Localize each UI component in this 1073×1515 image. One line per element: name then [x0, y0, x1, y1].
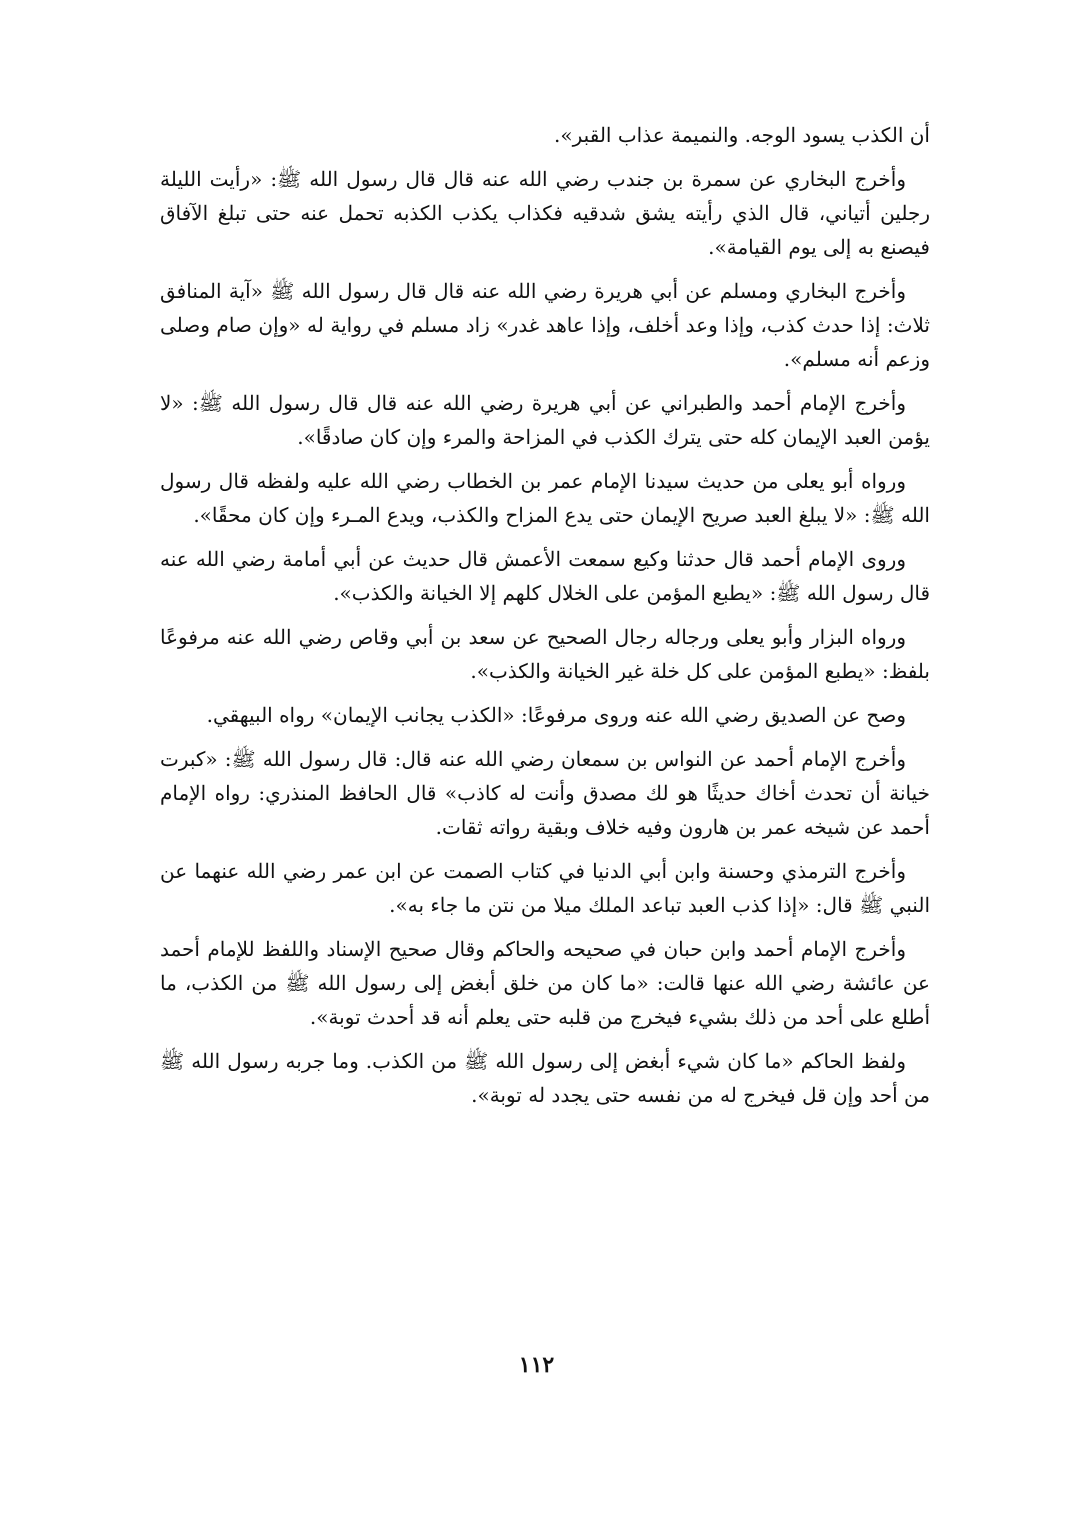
paragraph: ورواه البزار وأبو يعلى ورجاله رجال الصحيح عن سعد بن أبي وقاص رضي الله عنه مرفوعًا بلفظ: «يطبع المؤمن على كل خلة غير الخيانة والكذب».: [160, 625, 930, 683]
body-text: [160, 118, 930, 1122]
paragraph: ورواه أبو يعلى من حديث سيدنا الإمام عمر بن الخطاب رضي الله عليه ولفظه قال رسول الله ﷺ: «لا يبلغ العبد صريح الإيمان حتى يدع المزاح والكذب، ويدع المـرء وإن كان محقًا».: [160, 469, 930, 527]
paragraph: وأخرج الإمام أحمد والطبراني عن أبي هريرة رضي الله عنه قال قال رسول الله ﷺ: «لا يؤمن العبد الإيمان كله حتى يترك الكذب في المزاحة والمرء وإن كان صادقًا».: [160, 391, 930, 449]
paragraph: وأخرج الترمذي وحسنة وابن أبي الدنيا في كتاب الصمت عن ابن عمر رضي الله عنهما عن النبي ﷺ قال: «إذا كذب العبد تباعد الملك ميلا من نتن ما جاء به».: [160, 859, 930, 917]
paragraph: وأخرج البخاري ومسلم عن أبي هريرة رضي الله عنه قال قال رسول الله ﷺ «آية المنافق ثلاث: إذا حدث كذب، وإذا وعد أخلف، وإذا عاهد غدر» زاد مسلم في رواية له «وإن صام وصلى وزعم أنه مسلم».: [160, 279, 930, 371]
paragraph: وأخرج الإمام أحمد وابن حبان في صحيحه والحاكم وقال صحيح الإسناد واللفظ للإمام أحمد عن عائشة رضي الله عنها قالت: «ما كان من خلق أبغض إلى رسول الله ﷺ من الكذب، ما أطلع على أحد من ذلك بشيء فيخرج من قلبه حتى يعلم أنه قد أحدث توبة».: [160, 937, 930, 1029]
page-number: ١١٢: [518, 1352, 555, 1378]
paragraph: وأخرج البخاري عن سمرة بن جندب رضي الله عنه قال قال رسول الله ﷺ: «رأيت الليلة رجلين أتياني، قال الذي رأيته يشق شدقيه فكذاب يكذب الكذبه تحمل عنه حتى تبلغ الآفاق فيصنع به إلى يوم القيامة».: [160, 167, 930, 259]
paragraph-continuation: أن الكذب يسود الوجه. والنميمة عذاب القبر».: [554, 123, 930, 147]
paragraph: ولفظ الحاكم «ما كان شيء أبغض إلى رسول الله ﷺ من الكذب. وما جربه رسول الله ﷺ من أحد وإن قل فيخرج له من نفسه حتى يجدد له توبة».: [160, 1049, 930, 1107]
paragraph: وروى الإمام أحمد قال حدثنا وكيع سمعت الأعمش قال حديث عن أبي أمامة رضي الله عنه قال رسول الله ﷺ: «يطبع المؤمن على الخلال كلهم إلا الخيانة والكذب».: [160, 547, 930, 605]
paragraph: وأخرج الإمام أحمد عن النواس بن سمعان رضي الله عنه قال: قال رسول الله ﷺ: «كبرت خيانة أن تحدث أخاك حديثًا هو لك مصدق وأنت له كاذب» قال الحافظ المنذري: رواه الإمام أحمد عن شيخه عمر بن هارون وفيه خلاف وبقية رواته ثقات.: [160, 747, 930, 839]
paragraph: وصح عن الصديق رضي الله عنه وروى مرفوعًا: «الكذب يجانب الإيمان» رواه البيهقي.: [206, 703, 906, 727]
